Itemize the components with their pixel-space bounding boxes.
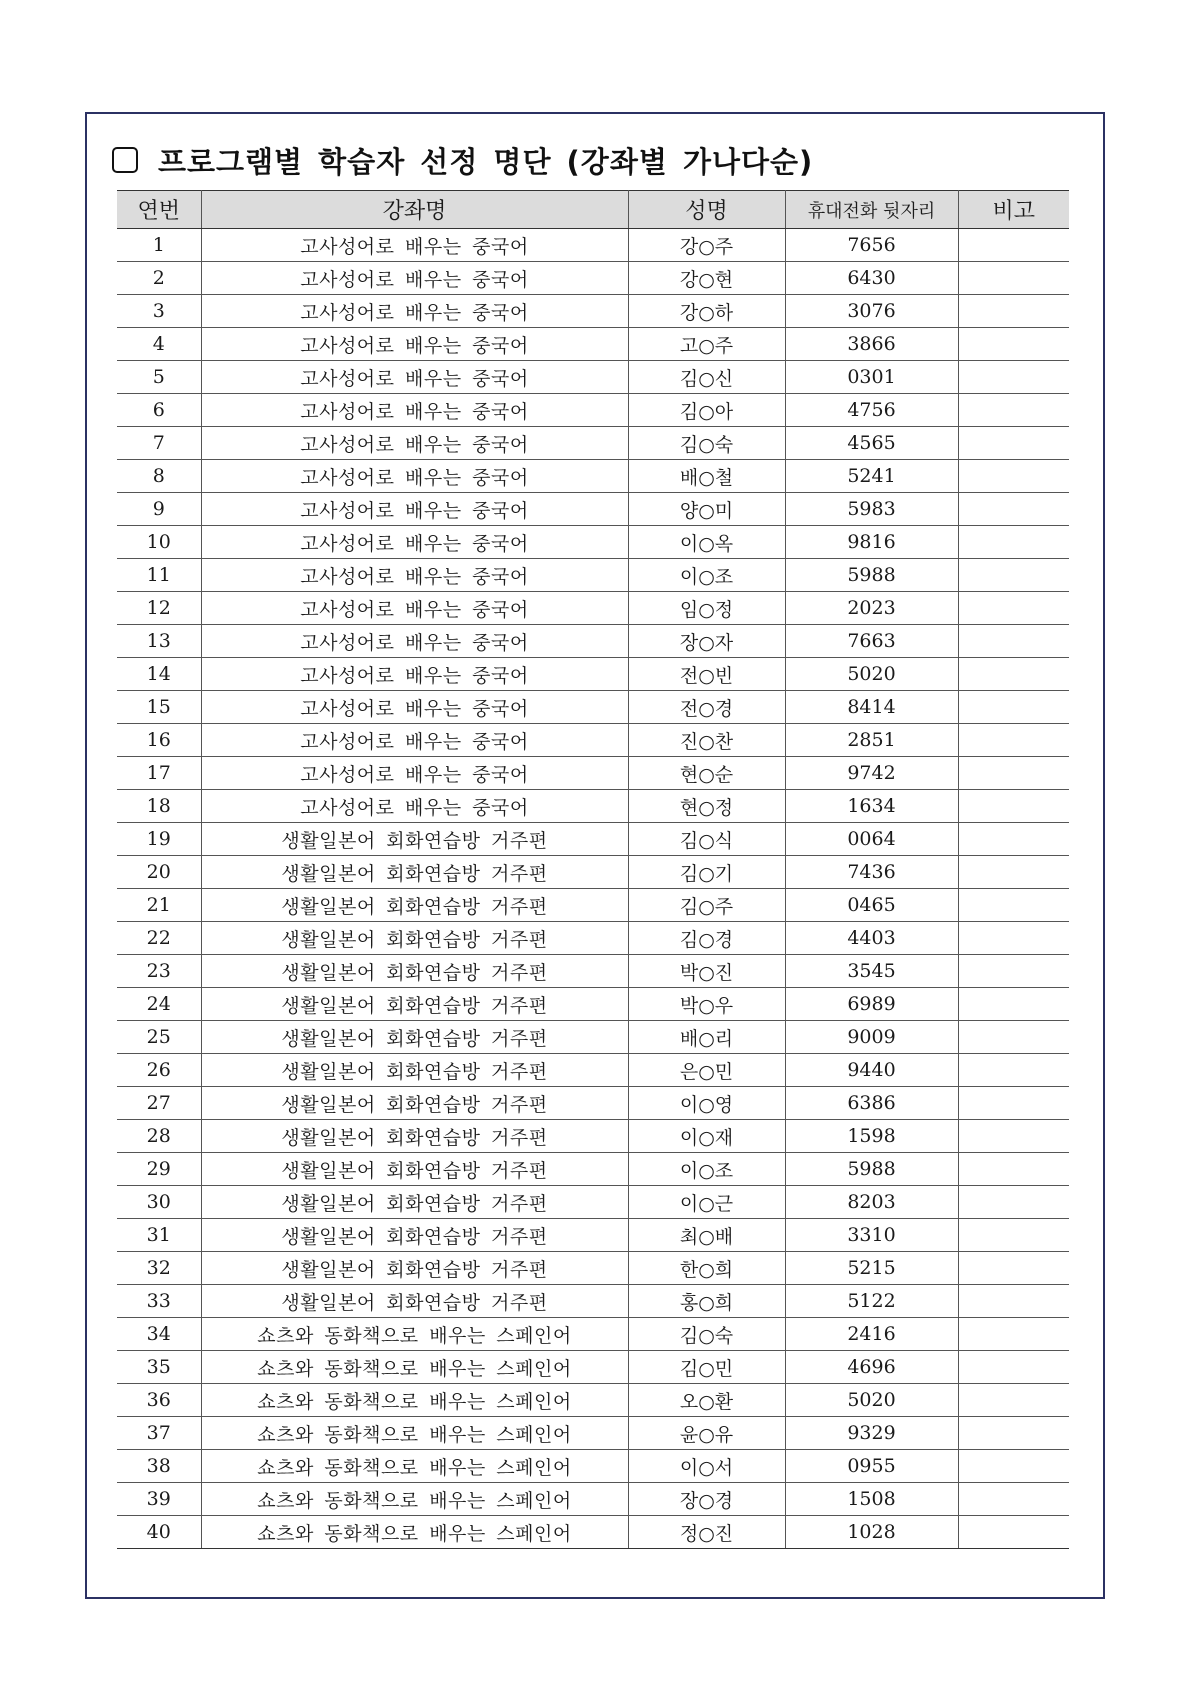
cell-phone: 1508 [785, 1483, 958, 1516]
table-row [117, 955, 1069, 988]
cell-no: 1 [117, 229, 201, 262]
cell-name: 강○현 [628, 262, 785, 295]
cell-name: 김○숙 [628, 427, 785, 460]
cell-note [958, 1318, 1069, 1351]
cell-name: 이○조 [628, 1153, 785, 1186]
cell-phone: 2851 [785, 724, 958, 757]
header-course: 강좌명 [201, 191, 628, 229]
cell-note [958, 889, 1069, 922]
cell-no: 25 [117, 1021, 201, 1054]
cell-course: 생활일본어 회화연습방 거주편 [201, 1252, 628, 1285]
cell-course: 고사성어로 배우는 중국어 [201, 295, 628, 328]
cell-name: 김○주 [628, 889, 785, 922]
cell-phone: 1598 [785, 1120, 958, 1153]
table-row [117, 1219, 1069, 1252]
cell-course: 고사성어로 배우는 중국어 [201, 757, 628, 790]
cell-name: 임○정 [628, 592, 785, 625]
table-row [117, 460, 1069, 493]
title-row [112, 140, 813, 180]
cell-name: 김○아 [628, 394, 785, 427]
cell-phone: 9009 [785, 1021, 958, 1054]
cell-phone: 2023 [785, 592, 958, 625]
cell-name: 이○서 [628, 1450, 785, 1483]
cell-course: 쇼츠와 동화책으로 배우는 스페인어 [201, 1417, 628, 1450]
cell-note [958, 394, 1069, 427]
cell-no: 27 [117, 1087, 201, 1120]
cell-course: 고사성어로 배우는 중국어 [201, 229, 628, 262]
cell-note [958, 955, 1069, 988]
cell-name: 한○희 [628, 1252, 785, 1285]
cell-course: 생활일본어 회화연습방 거주편 [201, 922, 628, 955]
table-body [117, 229, 1069, 1549]
cell-course: 고사성어로 배우는 중국어 [201, 724, 628, 757]
cell-no: 37 [117, 1417, 201, 1450]
cell-no: 21 [117, 889, 201, 922]
cell-name: 이○재 [628, 1120, 785, 1153]
cell-course: 고사성어로 배우는 중국어 [201, 625, 628, 658]
cell-phone: 4565 [785, 427, 958, 460]
cell-course: 고사성어로 배우는 중국어 [201, 460, 628, 493]
cell-phone: 0465 [785, 889, 958, 922]
table-row [117, 790, 1069, 823]
cell-no: 20 [117, 856, 201, 889]
cell-phone: 7436 [785, 856, 958, 889]
table-row [117, 757, 1069, 790]
cell-no: 3 [117, 295, 201, 328]
cell-name: 김○식 [628, 823, 785, 856]
cell-name: 전○빈 [628, 658, 785, 691]
cell-phone: 5988 [785, 1153, 958, 1186]
cell-name: 김○경 [628, 922, 785, 955]
cell-note [958, 493, 1069, 526]
cell-name: 강○주 [628, 229, 785, 262]
cell-note [958, 1186, 1069, 1219]
table-row [117, 823, 1069, 856]
cell-phone: 9440 [785, 1054, 958, 1087]
cell-name: 진○찬 [628, 724, 785, 757]
cell-phone: 5020 [785, 1384, 958, 1417]
cell-course: 고사성어로 배우는 중국어 [201, 526, 628, 559]
table-row [117, 592, 1069, 625]
table-row [117, 394, 1069, 427]
cell-no: 39 [117, 1483, 201, 1516]
table-row [117, 1384, 1069, 1417]
table-row [117, 1054, 1069, 1087]
cell-phone: 0064 [785, 823, 958, 856]
cell-note [958, 1153, 1069, 1186]
cell-course: 생활일본어 회화연습방 거주편 [201, 1153, 628, 1186]
cell-phone: 6430 [785, 262, 958, 295]
cell-note [958, 295, 1069, 328]
cell-no: 18 [117, 790, 201, 823]
cell-course: 생활일본어 회화연습방 거주편 [201, 1021, 628, 1054]
cell-name: 이○옥 [628, 526, 785, 559]
cell-phone: 7663 [785, 625, 958, 658]
cell-note [958, 1120, 1069, 1153]
cell-course: 고사성어로 배우는 중국어 [201, 427, 628, 460]
cell-note [958, 1384, 1069, 1417]
table-row [117, 262, 1069, 295]
cell-no: 9 [117, 493, 201, 526]
table-row [117, 1153, 1069, 1186]
table-row [117, 856, 1069, 889]
cell-course: 생활일본어 회화연습방 거주편 [201, 955, 628, 988]
cell-no: 26 [117, 1054, 201, 1087]
cell-phone: 3310 [785, 1219, 958, 1252]
table-row [117, 361, 1069, 394]
cell-note [958, 757, 1069, 790]
cell-phone: 9816 [785, 526, 958, 559]
table-row [117, 229, 1069, 262]
cell-no: 31 [117, 1219, 201, 1252]
cell-course: 고사성어로 배우는 중국어 [201, 328, 628, 361]
table-row [117, 1351, 1069, 1384]
cell-phone: 7656 [785, 229, 958, 262]
cell-note [958, 328, 1069, 361]
cell-no: 30 [117, 1186, 201, 1219]
table-row [117, 658, 1069, 691]
cell-course: 고사성어로 배우는 중국어 [201, 262, 628, 295]
cell-note [958, 691, 1069, 724]
cell-name: 배○철 [628, 460, 785, 493]
cell-no: 14 [117, 658, 201, 691]
cell-course: 생활일본어 회화연습방 거주편 [201, 1054, 628, 1087]
cell-phone: 1028 [785, 1516, 958, 1549]
cell-phone: 9742 [785, 757, 958, 790]
cell-course: 생활일본어 회화연습방 거주편 [201, 856, 628, 889]
cell-note [958, 460, 1069, 493]
table-row [117, 691, 1069, 724]
table-row [117, 1417, 1069, 1450]
table-row [117, 1252, 1069, 1285]
cell-no: 5 [117, 361, 201, 394]
cell-course: 고사성어로 배우는 중국어 [201, 790, 628, 823]
table-row [117, 559, 1069, 592]
cell-no: 16 [117, 724, 201, 757]
cell-no: 32 [117, 1252, 201, 1285]
cell-phone: 5020 [785, 658, 958, 691]
cell-name: 김○민 [628, 1351, 785, 1384]
cell-no: 38 [117, 1450, 201, 1483]
cell-phone: 2416 [785, 1318, 958, 1351]
table-row [117, 526, 1069, 559]
cell-course: 생활일본어 회화연습방 거주편 [201, 1285, 628, 1318]
cell-phone: 1634 [785, 790, 958, 823]
cell-name: 윤○유 [628, 1417, 785, 1450]
cell-no: 2 [117, 262, 201, 295]
cell-no: 11 [117, 559, 201, 592]
cell-note [958, 1054, 1069, 1087]
cell-note [958, 229, 1069, 262]
cell-name: 장○자 [628, 625, 785, 658]
cell-no: 40 [117, 1516, 201, 1549]
table-row [117, 1483, 1069, 1516]
cell-course: 고사성어로 배우는 중국어 [201, 394, 628, 427]
cell-no: 29 [117, 1153, 201, 1186]
cell-name: 장○경 [628, 1483, 785, 1516]
cell-phone: 3545 [785, 955, 958, 988]
cell-name: 홍○희 [628, 1285, 785, 1318]
header-no: 연번 [117, 191, 201, 229]
cell-no: 7 [117, 427, 201, 460]
cell-course: 생활일본어 회화연습방 거주편 [201, 1186, 628, 1219]
cell-course: 고사성어로 배우는 중국어 [201, 361, 628, 394]
cell-note [958, 526, 1069, 559]
cell-name: 고○주 [628, 328, 785, 361]
header-name: 성명 [628, 191, 785, 229]
cell-no: 23 [117, 955, 201, 988]
cell-note [958, 1219, 1069, 1252]
cell-name: 강○하 [628, 295, 785, 328]
cell-name: 배○리 [628, 1021, 785, 1054]
cell-course: 생활일본어 회화연습방 거주편 [201, 988, 628, 1021]
cell-no: 24 [117, 988, 201, 1021]
cell-no: 33 [117, 1285, 201, 1318]
cell-course: 쇼츠와 동화책으로 배우는 스페인어 [201, 1318, 628, 1351]
cell-course: 고사성어로 배우는 중국어 [201, 592, 628, 625]
cell-name: 김○기 [628, 856, 785, 889]
cell-name: 양○미 [628, 493, 785, 526]
table-row [117, 1285, 1069, 1318]
cell-note [958, 922, 1069, 955]
table-row [117, 1516, 1069, 1549]
cell-note [958, 1252, 1069, 1285]
table-header-row [117, 191, 1069, 229]
cell-name: 이○조 [628, 559, 785, 592]
header-note: 비고 [958, 191, 1069, 229]
cell-phone: 4403 [785, 922, 958, 955]
cell-note [958, 1450, 1069, 1483]
cell-name: 박○진 [628, 955, 785, 988]
cell-note [958, 988, 1069, 1021]
cell-phone: 3076 [785, 295, 958, 328]
table-row [117, 1318, 1069, 1351]
cell-course: 쇼츠와 동화책으로 배우는 스페인어 [201, 1351, 628, 1384]
table-row [117, 625, 1069, 658]
cell-course: 쇼츠와 동화책으로 배우는 스페인어 [201, 1516, 628, 1549]
table-row [117, 1450, 1069, 1483]
cell-no: 10 [117, 526, 201, 559]
cell-note [958, 1021, 1069, 1054]
table-row [117, 328, 1069, 361]
cell-name: 현○순 [628, 757, 785, 790]
cell-note [958, 1285, 1069, 1318]
cell-no: 36 [117, 1384, 201, 1417]
cell-course: 생활일본어 회화연습방 거주편 [201, 1120, 628, 1153]
cell-no: 22 [117, 922, 201, 955]
cell-name: 이○영 [628, 1087, 785, 1120]
cell-note [958, 559, 1069, 592]
cell-note [958, 823, 1069, 856]
cell-phone: 8203 [785, 1186, 958, 1219]
cell-phone: 3866 [785, 328, 958, 361]
header-phone: 휴대전화 뒷자리 [785, 191, 958, 229]
table-row [117, 427, 1069, 460]
cell-note [958, 724, 1069, 757]
cell-course: 쇼츠와 동화책으로 배우는 스페인어 [201, 1483, 628, 1516]
cell-name: 정○진 [628, 1516, 785, 1549]
checkbox-icon [112, 147, 138, 173]
table-row [117, 922, 1069, 955]
cell-name: 김○숙 [628, 1318, 785, 1351]
cell-course: 고사성어로 배우는 중국어 [201, 559, 628, 592]
cell-phone: 8414 [785, 691, 958, 724]
cell-course: 고사성어로 배우는 중국어 [201, 691, 628, 724]
cell-note [958, 592, 1069, 625]
cell-phone: 4756 [785, 394, 958, 427]
cell-course: 고사성어로 배우는 중국어 [201, 658, 628, 691]
cell-note [958, 658, 1069, 691]
cell-phone: 6989 [785, 988, 958, 1021]
table-row [117, 1087, 1069, 1120]
cell-note [958, 1087, 1069, 1120]
cell-no: 8 [117, 460, 201, 493]
cell-no: 19 [117, 823, 201, 856]
table-row [117, 889, 1069, 922]
cell-name: 최○배 [628, 1219, 785, 1252]
cell-phone: 5215 [785, 1252, 958, 1285]
page-title: 프로그램별 학습자 선정 명단 (강좌별 가나다순) [158, 144, 814, 179]
cell-no: 17 [117, 757, 201, 790]
cell-course: 쇼츠와 동화책으로 배우는 스페인어 [201, 1450, 628, 1483]
cell-name: 박○우 [628, 988, 785, 1021]
cell-course: 생활일본어 회화연습방 거주편 [201, 1087, 628, 1120]
cell-phone: 5122 [785, 1285, 958, 1318]
cell-note [958, 856, 1069, 889]
cell-note [958, 625, 1069, 658]
cell-name: 김○신 [628, 361, 785, 394]
cell-course: 쇼츠와 동화책으로 배우는 스페인어 [201, 1384, 628, 1417]
cell-phone: 5988 [785, 559, 958, 592]
cell-phone: 5983 [785, 493, 958, 526]
cell-phone: 9329 [785, 1417, 958, 1450]
table-row [117, 724, 1069, 757]
cell-note [958, 1483, 1069, 1516]
cell-no: 6 [117, 394, 201, 427]
cell-note [958, 262, 1069, 295]
cell-name: 은○민 [628, 1054, 785, 1087]
cell-no: 28 [117, 1120, 201, 1153]
cell-phone: 5241 [785, 460, 958, 493]
table-row [117, 295, 1069, 328]
cell-no: 34 [117, 1318, 201, 1351]
table-row [117, 493, 1069, 526]
cell-note [958, 1516, 1069, 1549]
cell-course: 고사성어로 배우는 중국어 [201, 493, 628, 526]
cell-name: 현○정 [628, 790, 785, 823]
cell-no: 12 [117, 592, 201, 625]
cell-course: 생활일본어 회화연습방 거주편 [201, 1219, 628, 1252]
cell-no: 15 [117, 691, 201, 724]
table-row [117, 1186, 1069, 1219]
cell-course: 생활일본어 회화연습방 거주편 [201, 823, 628, 856]
cell-phone: 4696 [785, 1351, 958, 1384]
cell-note [958, 1417, 1069, 1450]
cell-name: 이○근 [628, 1186, 785, 1219]
cell-name: 전○경 [628, 691, 785, 724]
cell-note [958, 790, 1069, 823]
cell-note [958, 1351, 1069, 1384]
cell-phone: 0955 [785, 1450, 958, 1483]
cell-name: 오○환 [628, 1384, 785, 1417]
learner-table [117, 190, 1069, 1549]
table-row [117, 1120, 1069, 1153]
cell-course: 생활일본어 회화연습방 거주편 [201, 889, 628, 922]
cell-phone: 6386 [785, 1087, 958, 1120]
cell-phone: 0301 [785, 361, 958, 394]
cell-no: 13 [117, 625, 201, 658]
table-row [117, 988, 1069, 1021]
cell-no: 4 [117, 328, 201, 361]
cell-no: 35 [117, 1351, 201, 1384]
table-row [117, 1021, 1069, 1054]
cell-note [958, 361, 1069, 394]
cell-note [958, 427, 1069, 460]
